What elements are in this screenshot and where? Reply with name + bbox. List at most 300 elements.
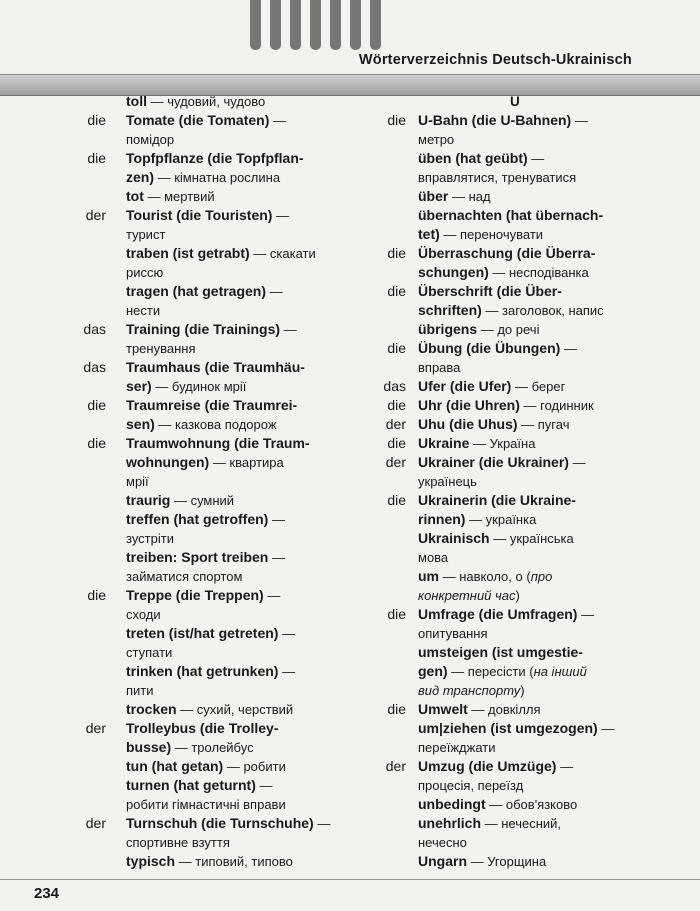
entry-text — [418, 624, 488, 643]
german-headword: um — [418, 568, 439, 584]
dictionary-line — [58, 529, 368, 548]
ukrainian-translation: мрії — [126, 474, 149, 489]
german-headword: tun (hat getan) — [126, 758, 224, 774]
ukrainian-translation: — тролейбус — [171, 740, 254, 755]
ukrainian-translation: — пересісти ( — [447, 664, 534, 679]
german-headword: typisch — [126, 853, 176, 869]
entry-text — [126, 472, 149, 491]
ukrainian-translation: — пугач — [517, 417, 570, 432]
ukrainian-translation: нести — [126, 303, 161, 318]
entry-text — [418, 225, 543, 244]
dictionary-line — [58, 643, 368, 662]
dictionary-line — [378, 833, 694, 852]
german-headword: Ufer (die Ufer) — [418, 378, 512, 394]
ukrainian-translation: — українська — [489, 531, 574, 546]
article: die — [87, 435, 106, 451]
article: die — [387, 245, 406, 261]
ukrainian-translation: метро — [418, 132, 455, 147]
german-headword: schriften) — [418, 302, 482, 318]
entry-text — [126, 358, 305, 377]
dictionary-line — [378, 263, 694, 282]
dictionary-line — [58, 662, 368, 681]
dictionary-line — [378, 700, 694, 719]
german-headword: turnen (hat geturnt) — [126, 777, 256, 793]
ukrainian-note: про — [530, 569, 553, 584]
ukrainian-translation: пити — [126, 683, 154, 698]
entry-text — [126, 453, 284, 472]
german-headword: Umzug (die Umzüge) — [418, 758, 557, 774]
entry-text — [126, 510, 285, 529]
dictionary-line — [378, 567, 694, 586]
dictionary-line — [378, 187, 694, 206]
dictionary-line — [58, 681, 368, 700]
entry-text — [126, 168, 280, 187]
ukrainian-translation: — — [556, 759, 574, 774]
german-headword: Ukraine — [418, 435, 470, 451]
ukrainian-translation: — робити — [223, 759, 286, 774]
dictionary-line — [378, 111, 694, 130]
dictionary-line — [58, 548, 368, 567]
german-headword: Topfpflanze (die Topfpflan- — [126, 150, 304, 166]
section-letter: U — [510, 94, 520, 109]
german-headword: Turnschuh (die Turnschuhe) — [126, 815, 314, 831]
german-headword: Überschrift (die Über- — [418, 283, 562, 299]
article: der — [85, 720, 106, 736]
article: der — [85, 207, 106, 223]
german-headword: zen) — [126, 169, 154, 185]
ukrainian-note: на інший — [533, 664, 587, 679]
entry-text — [126, 662, 295, 681]
dictionary-line — [378, 130, 694, 149]
dictionary-line — [378, 605, 694, 624]
ukrainian-translation: — — [568, 455, 586, 470]
dictionary-line — [378, 681, 694, 700]
german-headword: Trolleybus (die Trolley- — [126, 720, 279, 736]
article: die — [387, 340, 406, 356]
article: der — [85, 815, 106, 831]
ukrainian-translation: — нечесний, — [481, 816, 562, 831]
ukrainian-translation: — сухий, черствий — [176, 702, 294, 717]
german-headword: Tomate (die Tomaten) — [126, 112, 270, 128]
dictionary-line — [378, 149, 694, 168]
ukrainian-translation: ступати — [126, 645, 173, 660]
dictionary-line — [378, 206, 694, 225]
entry-text — [126, 814, 330, 833]
german-headword: Übung (die Übungen) — [418, 340, 561, 356]
entry-text — [418, 453, 586, 472]
entry-text — [126, 282, 283, 301]
dictionary-line — [378, 396, 694, 415]
dictionary-line — [378, 662, 694, 681]
article: die — [87, 150, 106, 166]
ukrainian-translation: — — [560, 341, 577, 356]
dictionary-line — [58, 111, 368, 130]
dictionary-line — [378, 795, 694, 814]
dictionary-line — [58, 130, 368, 149]
ukrainian-translation: риссю — [126, 265, 164, 280]
entry-text — [418, 643, 583, 662]
ukrainian-translation-end: ) — [520, 683, 525, 698]
german-headword: Ukrainer (die Ukrainer) — [418, 454, 569, 470]
entry-text — [126, 130, 174, 149]
entry-text — [418, 339, 577, 358]
ukrainian-translation: робити гімнастичні вправи — [126, 797, 286, 812]
entry-text — [418, 396, 594, 415]
entry-text — [126, 491, 234, 510]
entry-text — [418, 472, 477, 491]
german-headword: busse) — [126, 739, 172, 755]
german-headword: sen) — [126, 416, 155, 432]
article: die — [387, 283, 406, 299]
entry-text — [126, 149, 304, 168]
article: die — [387, 701, 406, 717]
ukrainian-translation: — казкова подорож — [154, 417, 277, 432]
ukrainian-translation: зустріти — [126, 531, 174, 546]
dictionary-line — [58, 453, 368, 472]
ukrainian-translation: — — [597, 721, 615, 736]
ukrainian-translation: — годинник — [519, 398, 594, 413]
ukrainian-translation: спортивне взуття — [126, 835, 230, 850]
page-number: 234 — [34, 885, 60, 902]
left-column — [58, 92, 368, 871]
entry-text — [418, 187, 491, 206]
german-headword: übernachten (hat übernach- — [418, 207, 604, 223]
dictionary-line — [58, 377, 368, 396]
article: die — [87, 587, 106, 603]
entry-text — [418, 434, 535, 453]
ukrainian-translation: тренування — [126, 341, 196, 356]
ukrainian-translation: — — [263, 588, 281, 603]
german-headword: Überraschung (die Überra- — [418, 245, 596, 261]
entry-text — [126, 434, 310, 453]
dictionary-line — [58, 833, 368, 852]
ukrainian-translation: — — [268, 512, 285, 527]
article: der — [385, 454, 406, 470]
german-headword: gen) — [418, 663, 448, 679]
entry-text — [418, 168, 576, 187]
german-headword: U-Bahn (die U-Bahnen) — [418, 112, 572, 128]
ukrainian-translation: — сумний — [170, 493, 235, 508]
ukrainian-translation: — скакати — [249, 246, 316, 261]
dictionary-line — [378, 548, 694, 567]
entry-text — [418, 491, 576, 510]
ukrainian-translation: — типовий, типово — [175, 854, 293, 869]
dictionary-line — [58, 624, 368, 643]
ukrainian-translation: вправлятися, тренуватися — [418, 170, 577, 185]
dictionary-line — [58, 605, 368, 624]
ukrainian-translation: — — [313, 816, 331, 831]
dictionary-line — [58, 795, 368, 814]
dictionary-line — [58, 472, 368, 491]
dictionary-line — [378, 510, 694, 529]
german-headword: traben (ist getrabt) — [126, 245, 250, 261]
dictionary-line — [378, 776, 694, 795]
entry-text — [418, 700, 541, 719]
dictionary-line — [58, 510, 368, 529]
ukrainian-translation: — обов'язково — [485, 797, 578, 812]
entry-text — [418, 358, 460, 377]
dictionary-line — [378, 168, 694, 187]
german-headword: toll — [126, 93, 147, 109]
dictionary-line — [58, 434, 368, 453]
ukrainian-translation: — несподіванка — [488, 265, 589, 280]
entry-text — [126, 852, 293, 871]
german-headword: übrigens — [418, 321, 478, 337]
dictionary-line — [58, 225, 368, 244]
entry-text — [126, 700, 293, 719]
entry-text — [418, 757, 573, 776]
german-headword: um|ziehen (ist umgezogen) — [418, 720, 598, 736]
entry-text — [126, 795, 286, 814]
entry-text — [126, 301, 160, 320]
ukrainian-translation: — — [577, 607, 595, 622]
entry-text — [126, 244, 316, 263]
ukrainian-translation: вправа — [418, 360, 461, 375]
entry-text — [418, 149, 544, 168]
ukrainian-translation: — Угорщина — [467, 854, 547, 869]
ukrainian-translation: — кімнатна рослина — [154, 170, 281, 185]
ukrainian-translation: — берег — [511, 379, 566, 394]
entry-text — [418, 662, 587, 681]
entry-text — [126, 377, 246, 396]
ukrainian-translation: — над — [448, 189, 491, 204]
page-title: Wörterverzeichnis Deutsch-Ukrainisch — [353, 50, 638, 70]
ukrainian-note: конкретний час — [418, 588, 516, 603]
entry-text — [126, 206, 289, 225]
entry-text — [126, 586, 280, 605]
ukrainian-translation: — — [527, 151, 545, 166]
ukrainian-translation: — — [266, 284, 283, 299]
german-headword: Tourist (die Touristen) — [126, 207, 273, 223]
dictionary-line — [58, 738, 368, 757]
entry-text — [418, 719, 614, 738]
entry-text — [126, 396, 297, 415]
ukrainian-translation: сходи — [126, 607, 161, 622]
entry-text — [418, 738, 495, 757]
ukrainian-translation: — навколо, о ( — [439, 569, 531, 584]
article: die — [387, 112, 406, 128]
entry-text — [126, 92, 265, 111]
entry-text — [418, 605, 594, 624]
article: das — [83, 321, 106, 337]
ukrainian-translation: — — [278, 626, 296, 641]
german-headword: Uhr (die Uhren) — [418, 397, 520, 413]
german-headword: tot — [126, 188, 144, 204]
entry-text — [418, 244, 595, 263]
german-headword: üben (hat geübt) — [418, 150, 528, 166]
entry-text — [418, 510, 536, 529]
dictionary-line — [378, 719, 694, 738]
entry-text — [126, 548, 285, 567]
entry-text — [418, 301, 604, 320]
german-headword: treffen (hat getroffen) — [126, 511, 269, 527]
german-headword: Ukrainerin (die Ukraine- — [418, 492, 576, 508]
ukrainian-translation: українець — [418, 474, 477, 489]
dictionary-line — [58, 814, 368, 833]
entry-text — [418, 415, 569, 434]
german-headword: Training (die Trainings) — [126, 321, 281, 337]
dictionary-line — [58, 282, 368, 301]
german-headword: unehrlich — [418, 815, 482, 831]
article: die — [387, 606, 406, 622]
ukrainian-translation: переїжджати — [418, 740, 496, 755]
german-headword: Ungarn — [418, 853, 467, 869]
german-headword: tragen (hat getragen) — [126, 283, 267, 299]
dictionary-line — [378, 624, 694, 643]
ukrainian-translation: — — [571, 113, 588, 128]
ukrainian-translation: — — [269, 113, 287, 128]
ukrainian-translation: — чудовий, чудово — [147, 94, 266, 109]
dictionary-line — [378, 738, 694, 757]
german-headword: treiben: Sport treiben — [126, 549, 269, 565]
ukrainian-translation: — — [278, 664, 296, 679]
ukrainian-translation: мова — [418, 550, 449, 565]
ukrainian-translation: — — [272, 208, 290, 223]
german-headword: wohnungen) — [126, 454, 210, 470]
ukrainian-translation: — до речі — [477, 322, 540, 337]
dictionary-line — [378, 491, 694, 510]
german-headword: Umwelt — [418, 701, 468, 717]
dictionary-line — [378, 358, 694, 377]
ukrainian-translation: — — [280, 322, 297, 337]
entry-text — [418, 130, 454, 149]
dictionary-line — [378, 301, 694, 320]
dictionary-line — [378, 472, 694, 491]
article: die — [387, 397, 406, 413]
entry-text — [126, 567, 242, 586]
dictionary-line — [58, 320, 368, 339]
ukrainian-translation: — квартира — [209, 455, 284, 470]
entry-text — [418, 263, 589, 282]
entry-text — [418, 111, 588, 130]
dictionary-line — [378, 814, 694, 833]
entry-text — [126, 776, 273, 795]
dictionary-line — [378, 586, 694, 605]
dictionary-line — [58, 149, 368, 168]
article: das — [383, 378, 406, 394]
entry-text — [418, 529, 574, 548]
german-headword: traurig — [126, 492, 171, 508]
entry-text — [126, 833, 230, 852]
entry-text — [126, 681, 154, 700]
ukrainian-translation: — Україна — [469, 436, 536, 451]
entry-text — [126, 320, 297, 339]
entry-text — [418, 282, 562, 301]
german-headword: Ukrainisch — [418, 530, 490, 546]
german-headword: Treppe (die Treppen) — [126, 587, 264, 603]
german-headword: unbedingt — [418, 796, 486, 812]
ukrainian-translation: — заголовок, напис — [481, 303, 604, 318]
ukrainian-translation: процесія, переїзд — [418, 778, 524, 793]
ukrainian-translation: помідор — [126, 132, 175, 147]
dictionary-line — [378, 320, 694, 339]
ukrainian-translation: — мертвий — [143, 189, 215, 204]
dictionary-line — [378, 453, 694, 472]
entry-text — [418, 206, 603, 225]
article: die — [87, 112, 106, 128]
dictionary-line — [378, 339, 694, 358]
german-headword: Traumwohnung (die Traum- — [126, 435, 310, 451]
dictionary-line — [378, 529, 694, 548]
german-headword: umsteigen (ist umgestie- — [418, 644, 583, 660]
german-headword: Uhu (die Uhus) — [418, 416, 518, 432]
entry-text — [126, 187, 215, 206]
entry-text — [126, 624, 295, 643]
ukrainian-translation: — — [268, 550, 285, 565]
dictionary-line — [378, 434, 694, 453]
dictionary-line — [378, 282, 694, 301]
entry-text — [418, 377, 565, 396]
german-headword: Traumreise (die Traumrei- — [126, 397, 298, 413]
article: das — [83, 359, 106, 375]
german-headword: Traumhaus (die Traumhäu- — [126, 359, 305, 375]
dictionary-line — [58, 719, 368, 738]
ukrainian-translation: — — [255, 778, 273, 793]
dictionary-line — [58, 358, 368, 377]
entry-text — [126, 263, 163, 282]
entry-text — [418, 776, 523, 795]
german-headword: trinken (hat getrunken) — [126, 663, 279, 679]
dictionary-line — [58, 92, 368, 111]
dictionary-line — [378, 244, 694, 263]
dictionary-line — [58, 491, 368, 510]
german-headword: treten (ist/hat getreten) — [126, 625, 279, 641]
article: die — [387, 435, 406, 451]
german-headword: tet) — [418, 226, 440, 242]
entry-text — [418, 548, 448, 567]
ukrainian-translation: — українка — [465, 512, 537, 527]
ukrainian-translation: — будинок мрії — [151, 379, 247, 394]
article: die — [87, 397, 106, 413]
dictionary-line — [58, 567, 368, 586]
entry-text — [418, 567, 552, 586]
entry-text — [126, 111, 286, 130]
dictionary-line — [378, 852, 694, 871]
entry-text — [126, 529, 174, 548]
german-headword: über — [418, 188, 449, 204]
article: der — [385, 758, 406, 774]
entry-text — [418, 795, 577, 814]
ukrainian-translation: опитування — [418, 626, 488, 641]
ukrainian-translation: займатися спортом — [126, 569, 243, 584]
dictionary-line — [378, 225, 694, 244]
article: der — [385, 416, 406, 432]
entry-text — [418, 586, 520, 605]
german-headword: trocken — [126, 701, 177, 717]
entry-text — [418, 814, 561, 833]
dictionary-line — [58, 586, 368, 605]
entry-text — [126, 415, 277, 434]
dictionary-line — [378, 757, 694, 776]
german-headword: schungen) — [418, 264, 489, 280]
entry-text — [126, 605, 161, 624]
entry-text — [418, 320, 539, 339]
entry-text — [418, 852, 546, 871]
right-column — [378, 92, 694, 871]
dictionary-line — [58, 301, 368, 320]
dictionary-line — [58, 187, 368, 206]
german-headword: ser) — [126, 378, 152, 394]
entry-text — [126, 339, 195, 358]
dictionary-line — [58, 776, 368, 795]
dictionary-line — [58, 415, 368, 434]
ukrainian-translation: нечесно — [418, 835, 467, 850]
entry-text — [126, 738, 254, 757]
dictionary-line — [378, 415, 694, 434]
entry-text — [126, 757, 286, 776]
dictionary-line — [58, 700, 368, 719]
dictionary-line — [58, 263, 368, 282]
